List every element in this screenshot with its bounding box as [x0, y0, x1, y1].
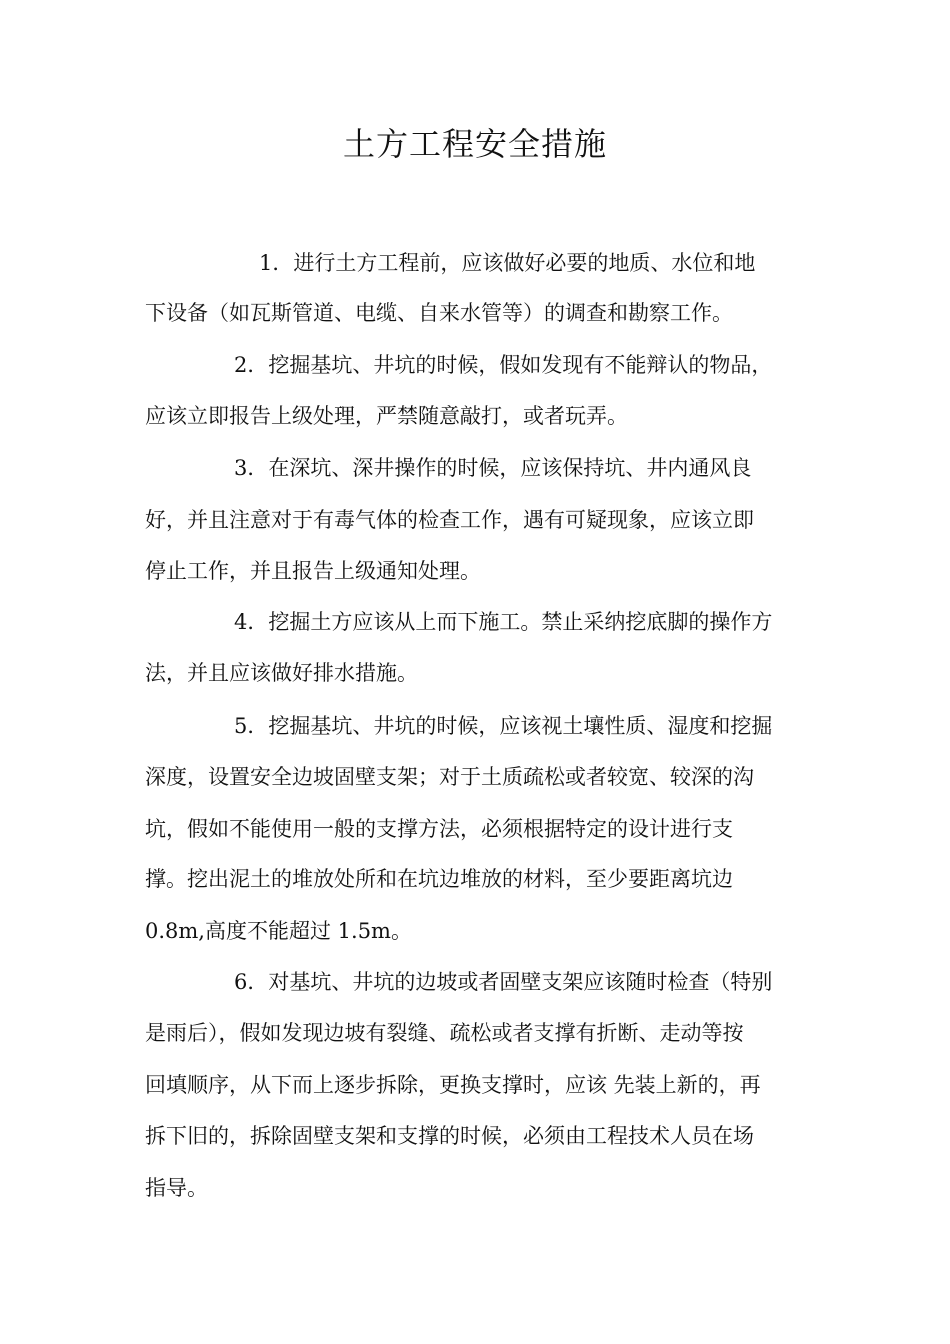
document-title: 土方工程安全措施: [342, 125, 607, 163]
paragraph-6-line-1: 6．对基坑、井坑的边坡或者固壁支架应该随时检查（特别: [234, 970, 773, 994]
paragraph-3-line-1: 3．在深坑、深井操作的时候，应该保持坑、井内通风良: [234, 456, 752, 480]
paragraph-6-line-5: 指导。: [145, 1176, 208, 1200]
paragraph-2-line-2: 应该立即报告上级处理，严禁随意敲打，或者玩弄。: [145, 404, 628, 428]
paragraph-6-line-4: 拆下旧的，拆除固壁支架和支撑的时候，必须由工程技术人员在场: [145, 1124, 754, 1148]
paragraph-5-line-4: 撑。挖出泥土的堆放处所和在坑边堆放的材料，至少要距离坑边: [145, 867, 733, 891]
paragraph-3-line-3: 停止工作，并且报告上级通知处理。: [145, 559, 481, 583]
paragraph-5-line-2: 深度，设置安全边坡固壁支架；对于土质疏松或者较宽、较深的沟: [145, 765, 754, 789]
paragraph-5-line-5: 0.8m,高度不能超过 1.5m。: [145, 919, 412, 943]
paragraph-4-line-1: 4．挖掘土方应该从上而下施工。禁止采纳挖底脚的操作方: [234, 610, 773, 634]
paragraph-6-line-2: 是雨后），假如发现边坡有裂缝、疏松或者支撑有折断、走动等按: [145, 1021, 744, 1045]
paragraph-1-line-1: 1．进行土方工程前，应该做好必要的地质、水位和地: [259, 251, 756, 275]
paragraph-3-line-2: 好，并且注意对于有毒气体的检查工作，遇有可疑现象，应该立即: [145, 508, 754, 532]
paragraph-5-line-3: 坑，假如不能使用一般的支撑方法，必须根据特定的设计进行支: [145, 817, 733, 841]
paragraph-5-line-1: 5．挖掘基坑、井坑的时候，应该视土壤性质、湿度和挖掘: [234, 714, 773, 738]
paragraph-2-line-1: 2．挖掘基坑、井坑的时候，假如发现有不能辩认的物品，: [234, 353, 773, 377]
paragraph-6-line-3: 回填顺序，从下而上逐步拆除，更换支撑时，应该 先装上新的，再: [145, 1073, 761, 1097]
paragraph-4-line-2: 法，并且应该做好排水措施。: [145, 661, 418, 685]
paragraph-1-line-2: 下设备（如瓦斯管道、电缆、自来水管等）的调查和勘察工作。: [145, 301, 733, 325]
